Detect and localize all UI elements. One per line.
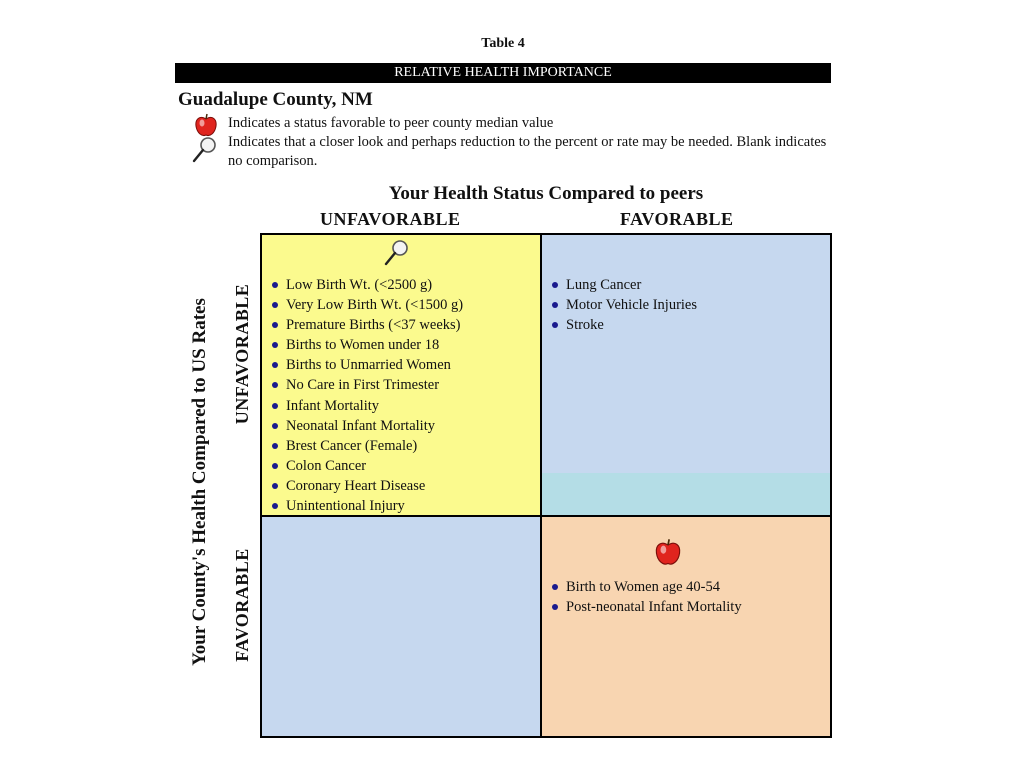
legend-closer-look-text: Indicates that a closer look and perhaps reduction to the percent or rate may be needed. Blank indicates no comparison. bbox=[228, 134, 827, 169]
bullet-icon bbox=[272, 302, 278, 308]
axis-left-title: Your County's Health Compared to US Rates bbox=[189, 298, 210, 666]
bullet-icon bbox=[272, 483, 278, 489]
quadrant-unfavorable-unfavorable bbox=[260, 233, 542, 517]
county-title: Guadalupe County, NM bbox=[178, 89, 373, 110]
list-item: Premature Births (<37 weeks) bbox=[272, 315, 463, 335]
bullet-icon bbox=[272, 503, 278, 509]
list-item: Lung Cancer bbox=[552, 275, 697, 295]
bullet-icon bbox=[272, 342, 278, 348]
axis-left-favorable: FAVORABLE bbox=[232, 548, 252, 662]
list-item: Motor Vehicle Injuries bbox=[552, 295, 697, 315]
bullet-icon bbox=[552, 584, 558, 590]
list-item: Coronary Heart Disease bbox=[272, 476, 463, 496]
bullet-icon bbox=[272, 382, 278, 388]
axis-top-unfavorable: UNFAVORABLE bbox=[320, 209, 461, 229]
bullet-icon bbox=[272, 403, 278, 409]
legend-favorable-text: Indicates a status favorable to peer county median value bbox=[228, 115, 554, 131]
list-unfavorable-unfavorable bbox=[272, 275, 463, 516]
list-item: Neonatal Infant Mortality bbox=[272, 416, 463, 436]
list-item: Post-neonatal Infant Mortality bbox=[552, 597, 742, 617]
bullet-icon bbox=[552, 282, 558, 288]
magnifier-icon bbox=[384, 239, 410, 272]
axis-left-unfavorable: UNFAVORABLE bbox=[232, 283, 252, 425]
list-item: Stroke bbox=[552, 315, 697, 335]
magnifier-icon bbox=[192, 136, 218, 169]
table-title: Table 4 bbox=[481, 36, 525, 51]
bullet-icon bbox=[552, 604, 558, 610]
bullet-icon bbox=[272, 362, 278, 368]
bullet-icon bbox=[272, 423, 278, 429]
list-unfavorable-favorable bbox=[552, 275, 697, 335]
axis-top-favorable: FAVORABLE bbox=[620, 209, 734, 229]
bullet-icon bbox=[552, 322, 558, 328]
quadrant-strip bbox=[542, 473, 830, 515]
quadrant-favorable-favorable bbox=[540, 515, 832, 738]
quadrant-grid bbox=[260, 233, 832, 738]
list-favorable-favorable bbox=[552, 577, 742, 617]
list-item: Births to Unmarried Women bbox=[272, 355, 463, 375]
list-item: Infant Mortality bbox=[272, 396, 463, 416]
axis-top-title: Your Health Status Compared to peers bbox=[388, 183, 704, 204]
banner: RELATIVE HEALTH IMPORTANCE bbox=[175, 63, 831, 83]
bullet-icon bbox=[272, 322, 278, 328]
list-item: No Care in First Trimester bbox=[272, 375, 463, 395]
list-item: Brest Cancer (Female) bbox=[272, 436, 463, 456]
apple-icon bbox=[654, 537, 682, 572]
list-item: Low Birth Wt. (<2500 g) bbox=[272, 275, 463, 295]
list-item: Very Low Birth Wt. (<1500 g) bbox=[272, 295, 463, 315]
list-item: Colon Cancer bbox=[272, 456, 463, 476]
bullet-icon bbox=[272, 463, 278, 469]
quadrant-unfavorable-favorable bbox=[540, 233, 832, 517]
quadrant-favorable-unfavorable bbox=[260, 515, 542, 738]
list-item: Births to Women under 18 bbox=[272, 335, 463, 355]
list-item: Unintentional Injury bbox=[272, 496, 463, 516]
bullet-icon bbox=[272, 443, 278, 449]
bullet-icon bbox=[272, 282, 278, 288]
list-item: Birth to Women age 40-54 bbox=[552, 577, 742, 597]
bullet-icon bbox=[552, 302, 558, 308]
